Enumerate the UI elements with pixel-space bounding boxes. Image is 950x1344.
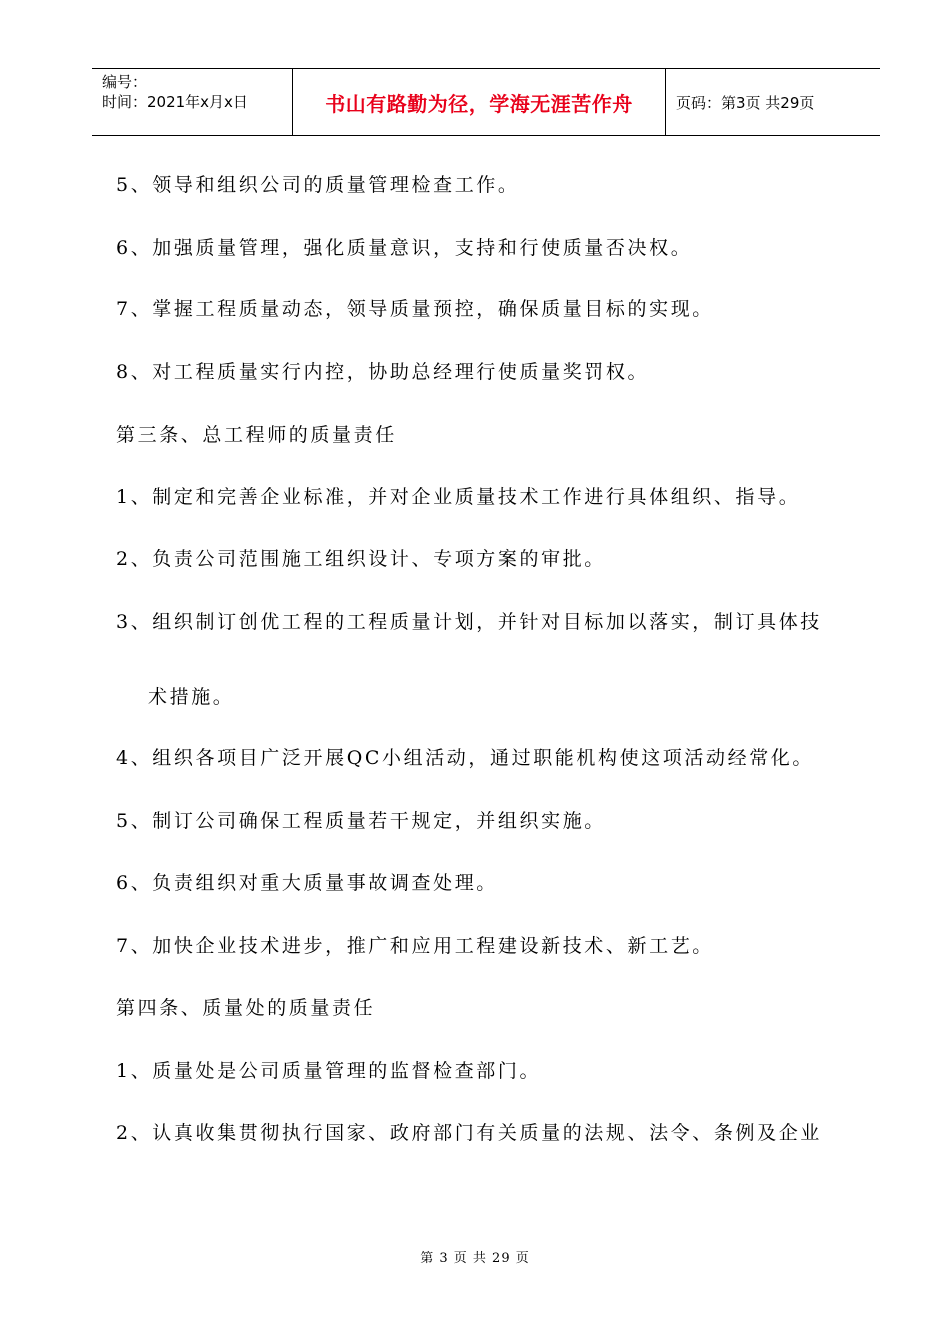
page-footer: 第 3 页 共 29 页: [420, 1251, 530, 1266]
body-line: 1、制定和完善企业标准，并对企业质量技术工作进行具体组织、指导。: [116, 486, 801, 508]
body-line: 2、负责公司范围施工组织设计、专项方案的审批。: [116, 548, 606, 570]
body-line-continuation: 术措施。: [148, 686, 235, 708]
header-motto: 书山有路勤为径，学海无涯苦作舟: [325, 91, 633, 116]
header-motto-cell: [293, 69, 666, 135]
document-time-label: 时间：2021年x月x日: [102, 93, 248, 111]
body-line: 6、加强质量管理，强化质量意识，支持和行使质量否决权。: [116, 237, 693, 259]
section-heading: 第四条、质量处的质量责任: [116, 997, 376, 1019]
header-meta-cell: [92, 69, 293, 135]
body-line: 1、质量处是公司质量管理的监督检查部门。: [116, 1060, 542, 1082]
body-line: 6、负责组织对重大质量事故调查处理。: [116, 872, 498, 894]
body-line: 5、制订公司确保工程质量若干规定，并组织实施。: [116, 810, 606, 832]
body-line: 2、认真收集贯彻执行国家、政府部门有关质量的法规、法令、条例及企业: [116, 1122, 822, 1144]
body-line: 3、组织制订创优工程的工程质量计划，并针对目标加以落实，制订具体技: [116, 611, 822, 633]
header-page-cell: [666, 69, 880, 135]
body-line: 7、加快企业技术进步，推广和应用工程建设新技术、新工艺。: [116, 935, 714, 957]
header-page-info: 页码：第3页 共29页: [676, 93, 815, 112]
body-line: 7、掌握工程质量动态，领导质量预控，确保质量目标的实现。: [116, 298, 714, 320]
section-heading: 第三条、总工程师的质量责任: [116, 424, 397, 446]
document-header: [92, 68, 880, 136]
body-line: 5、领导和组织公司的质量管理检查工作。: [116, 174, 520, 196]
document-number-label: 编号：: [102, 73, 148, 91]
body-line: 8、对工程质量实行内控，协助总经理行使质量奖罚权。: [116, 361, 650, 383]
body-line: 4、组织各项目广泛开展QC小组活动，通过职能机构使这项活动经常化。: [116, 747, 815, 769]
